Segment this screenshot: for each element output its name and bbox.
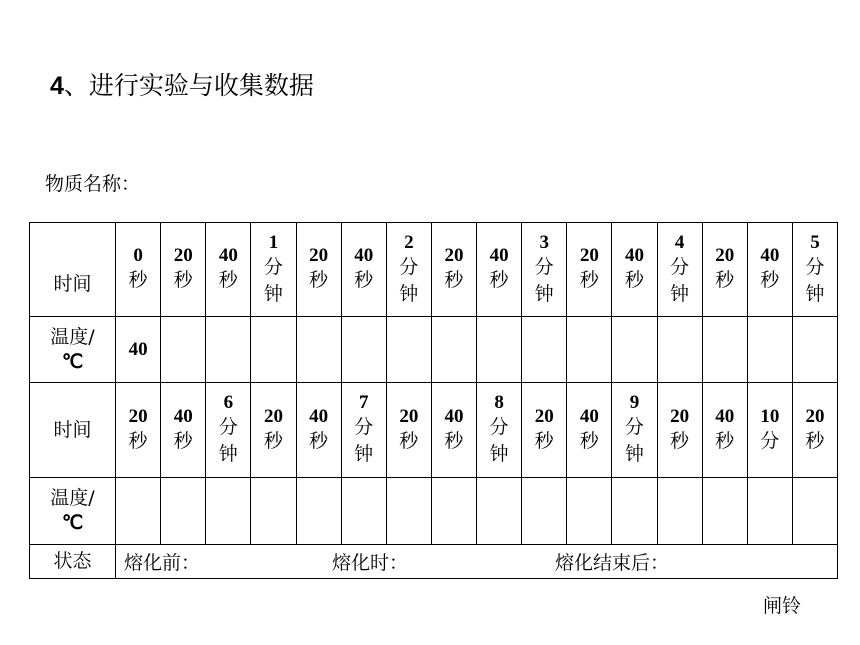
time-value: 40 <box>579 405 599 427</box>
time-unit: 秒 <box>805 429 825 452</box>
time-value: 20 <box>399 405 419 427</box>
time-unit: 秒 <box>534 429 554 452</box>
time-cell <box>522 383 567 478</box>
time-row-2 <box>30 383 838 478</box>
time-cell <box>657 223 702 317</box>
time-unit: 分 <box>670 255 690 278</box>
temperature-cell[interactable] <box>567 478 612 545</box>
substance-name-label: 物质名称： <box>45 173 141 195</box>
time-unit: 钟 <box>805 282 825 305</box>
time-unit: 秒 <box>128 269 148 291</box>
time-cell <box>161 383 206 478</box>
time-value: 40 <box>218 245 238 266</box>
time-value: 0 <box>133 245 143 266</box>
temperature-cell[interactable] <box>747 478 792 545</box>
time-unit: 分 <box>263 255 283 278</box>
time-value: 8 <box>494 392 504 413</box>
time-value: 40 <box>354 245 374 266</box>
time-value: 40 <box>309 405 329 427</box>
time-unit: 秒 <box>715 269 735 291</box>
row-label-temp-unit: ℃ <box>61 351 84 373</box>
time-unit: 钟 <box>218 443 238 465</box>
time-unit: 秒 <box>399 429 419 452</box>
time-unit: 秒 <box>173 429 193 452</box>
time-value: 6 <box>223 392 234 413</box>
time-value: 10 <box>760 405 780 427</box>
temperature-cell[interactable] <box>431 317 476 383</box>
data-table <box>29 222 838 579</box>
time-cell <box>386 383 431 478</box>
time-unit: 钟 <box>624 443 644 465</box>
row-label-time-text: 时间 <box>53 273 92 295</box>
time-value: 20 <box>579 245 599 266</box>
time-value: 7 <box>358 392 369 413</box>
time-value: 4 <box>674 231 685 253</box>
time-cell <box>702 223 747 317</box>
time-cell <box>206 223 251 317</box>
time-unit: 分 <box>534 255 554 278</box>
temperature-cell[interactable] <box>612 317 657 383</box>
temperature-cell[interactable] <box>386 478 431 545</box>
temperature-cell[interactable] <box>206 478 251 545</box>
temperature-cell[interactable] <box>747 317 792 383</box>
temperature-cell[interactable] <box>206 317 251 383</box>
time-value: 20 <box>173 245 193 266</box>
time-cell <box>477 223 522 317</box>
time-unit: 秒 <box>173 269 193 291</box>
temperature-cell[interactable] <box>567 317 612 383</box>
time-unit: 秒 <box>579 269 599 291</box>
time-value: 20 <box>263 405 283 427</box>
time-unit: 秒 <box>715 429 735 452</box>
time-unit: 钟 <box>670 282 690 305</box>
temp-row-2 <box>30 478 838 545</box>
temperature-cell[interactable] <box>792 478 837 545</box>
temperature-cell[interactable] <box>792 317 837 383</box>
time-cell <box>792 383 837 478</box>
time-unit: 分 <box>760 429 780 452</box>
time-unit: 秒 <box>309 429 329 452</box>
temperature-cell[interactable] <box>251 478 296 545</box>
title-number: 4 <box>50 72 64 100</box>
temperature-cell[interactable] <box>657 478 702 545</box>
time-value: 20 <box>444 245 464 266</box>
time-value: 20 <box>805 405 825 427</box>
time-unit: 秒 <box>218 269 238 291</box>
state-row <box>30 545 838 579</box>
time-unit: 分 <box>399 255 419 278</box>
temperature-cell[interactable] <box>702 478 747 545</box>
time-unit: 分 <box>624 416 644 438</box>
time-cell <box>341 223 386 317</box>
time-unit: 秒 <box>579 429 599 452</box>
time-unit: 秒 <box>309 269 329 291</box>
temperature-cell[interactable] <box>116 478 161 545</box>
temperature-cell[interactable] <box>296 317 341 383</box>
temperature-cell[interactable] <box>477 317 522 383</box>
time-cell <box>477 383 522 478</box>
time-cell <box>296 223 341 317</box>
time-value: 40 <box>624 245 644 266</box>
time-value: 2 <box>404 231 414 253</box>
row-label-temp-unit: ℃ <box>61 513 84 534</box>
time-cell <box>386 223 431 317</box>
time-value: 40 <box>489 245 509 266</box>
row-label-temp-text: 温度/ <box>50 487 95 509</box>
time-unit: 秒 <box>444 429 464 452</box>
time-cell <box>206 383 251 478</box>
state-cell <box>116 545 838 579</box>
title-text: 、进行实验与收集数据 <box>63 71 314 100</box>
time-unit: 钟 <box>534 282 554 305</box>
time-cell <box>522 223 567 317</box>
row-label-temp-text: 温度/ <box>50 325 95 348</box>
time-value: 20 <box>534 405 554 427</box>
time-cell <box>116 223 161 317</box>
state-before: 熔化前： <box>124 552 201 574</box>
time-unit: 分 <box>354 416 374 438</box>
time-cell <box>341 383 386 478</box>
time-cell <box>251 383 296 478</box>
time-cell <box>431 223 476 317</box>
temperature-cell[interactable] <box>161 317 206 383</box>
time-unit: 分 <box>805 255 825 278</box>
time-cell <box>567 223 612 317</box>
time-cell <box>567 383 612 478</box>
time-value: 5 <box>810 231 820 253</box>
time-cell <box>116 383 161 478</box>
time-unit: 秒 <box>760 269 780 291</box>
time-value: 40 <box>715 405 735 427</box>
temp-row-1 <box>30 317 838 383</box>
temperature-cell[interactable] <box>702 317 747 383</box>
time-value: 9 <box>629 392 640 413</box>
time-unit: 秒 <box>263 429 283 452</box>
temperature-cell[interactable] <box>341 478 386 545</box>
time-cell <box>161 223 206 317</box>
time-row-1 <box>30 223 838 317</box>
time-unit: 秒 <box>624 269 644 291</box>
time-cell <box>251 223 296 317</box>
row-label-state: 状态 <box>30 545 116 579</box>
time-cell <box>431 383 476 478</box>
time-cell <box>747 223 792 317</box>
temperature-cell[interactable] <box>341 317 386 383</box>
time-unit: 钟 <box>354 443 374 465</box>
row-label-time <box>30 223 116 317</box>
time-cell <box>747 383 792 478</box>
temperature-cell[interactable] <box>657 317 702 383</box>
time-value: 20 <box>309 245 329 266</box>
row-label-time <box>30 383 116 478</box>
time-unit: 分 <box>218 416 238 438</box>
time-value: 40 <box>760 245 780 266</box>
time-cell <box>657 383 702 478</box>
time-cell <box>792 223 837 317</box>
time-value: 3 <box>539 231 549 253</box>
state-after: 熔化结束后： <box>555 552 670 574</box>
time-unit: 钟 <box>489 443 509 465</box>
author-mark: 闸铃 <box>763 595 802 617</box>
temperature-cell[interactable] <box>386 317 431 383</box>
temperature-cell[interactable] <box>161 478 206 545</box>
time-unit: 分 <box>489 416 509 438</box>
time-cell <box>612 223 657 317</box>
temperature-cell[interactable] <box>251 317 296 383</box>
time-unit: 秒 <box>489 269 509 291</box>
time-value: 20 <box>128 405 148 427</box>
temperature-cell[interactable] <box>522 478 567 545</box>
temperature-cell[interactable] <box>522 317 567 383</box>
row-label-temp <box>30 317 116 383</box>
time-value: 40 <box>173 405 193 427</box>
time-unit: 秒 <box>354 269 374 291</box>
time-unit: 钟 <box>399 282 419 305</box>
state-during: 熔化时： <box>332 552 409 574</box>
time-unit: 秒 <box>444 269 464 291</box>
time-value: 40 <box>444 405 464 427</box>
temperature-cell[interactable] <box>431 478 476 545</box>
page-title <box>50 68 314 104</box>
temperature-cell[interactable] <box>612 478 657 545</box>
time-unit: 秒 <box>128 429 148 452</box>
time-value: 20 <box>715 245 735 266</box>
temperature-cell[interactable] <box>296 478 341 545</box>
row-label-time-text: 时间 <box>53 418 92 441</box>
row-label-temp <box>30 478 116 545</box>
temperature-cell[interactable] <box>477 478 522 545</box>
time-unit: 钟 <box>263 282 283 305</box>
time-cell <box>612 383 657 478</box>
time-unit: 秒 <box>670 429 690 452</box>
time-cell <box>296 383 341 478</box>
temperature-cell[interactable]: 40 <box>116 317 161 383</box>
time-value: 1 <box>268 231 279 253</box>
time-value: 20 <box>670 405 690 427</box>
time-cell <box>702 383 747 478</box>
